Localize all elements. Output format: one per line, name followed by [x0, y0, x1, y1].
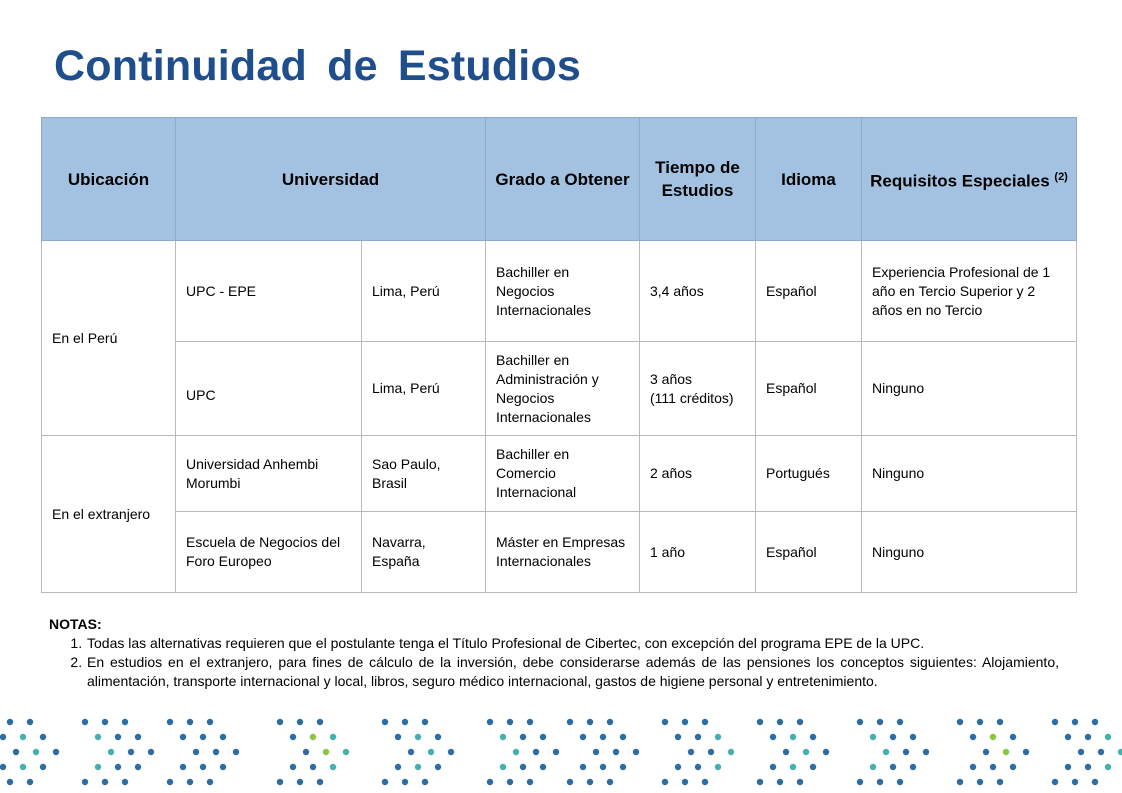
- decor-dot: [317, 719, 323, 725]
- decor-dot: [870, 764, 876, 770]
- decor-dot: [1065, 764, 1071, 770]
- notes-section: [49, 615, 1059, 691]
- decor-dot: [857, 779, 863, 785]
- decor-dot: [520, 734, 526, 740]
- decor-dot: [297, 719, 303, 725]
- decor-dot: [167, 779, 173, 785]
- decor-dot: [797, 779, 803, 785]
- decor-dot: [823, 749, 829, 755]
- decor-dot: [415, 764, 421, 770]
- decor-dot: [1092, 719, 1098, 725]
- decor-dot: [500, 764, 506, 770]
- decor-dot: [95, 734, 101, 740]
- decor-dot: [675, 734, 681, 740]
- decor-dot: [520, 764, 526, 770]
- chevron-dot-group: [567, 719, 639, 785]
- decor-dot: [108, 749, 114, 755]
- chevron-dot-group: [82, 719, 154, 785]
- decor-dot: [790, 764, 796, 770]
- decor-dot: [797, 719, 803, 725]
- decor-dot: [977, 719, 983, 725]
- decor-dot: [587, 779, 593, 785]
- decor-dot: [883, 749, 889, 755]
- decor-dot: [500, 734, 506, 740]
- decor-dot: [783, 749, 789, 755]
- header-grado: Grado a Obtener: [486, 118, 640, 241]
- decor-dot: [702, 719, 708, 725]
- chevron-dot-group: [277, 719, 349, 785]
- decor-dot: [983, 749, 989, 755]
- decor-dot: [428, 749, 434, 755]
- city-cell: Lima, Perú: [362, 241, 486, 342]
- decor-dot: [695, 734, 701, 740]
- decor-dot: [310, 734, 316, 740]
- decor-dot: [910, 734, 916, 740]
- decor-dot: [757, 779, 763, 785]
- requirements-cell: Experiencia Profesional de 1 año en Tercio Superior y 2 años en no Tercio: [862, 241, 1077, 342]
- university-cell: Escuela de Negocios del Foro Europeo: [176, 512, 362, 593]
- decor-dot: [0, 734, 6, 740]
- decor-dot: [695, 764, 701, 770]
- decor-dot: [1105, 764, 1111, 770]
- decor-dot: [923, 749, 929, 755]
- decor-dot: [1052, 719, 1058, 725]
- decor-dot: [540, 764, 546, 770]
- table-row: [42, 436, 1077, 512]
- decor-dot: [207, 779, 213, 785]
- decor-dot: [395, 734, 401, 740]
- decor-dot: [135, 764, 141, 770]
- decor-dot: [1105, 734, 1111, 740]
- time-cell: 1 año: [640, 512, 756, 593]
- decor-dot: [580, 734, 586, 740]
- decor-dot: [997, 719, 1003, 725]
- decor-dot: [708, 749, 714, 755]
- degree-cell: Bachiller en Administración y Negocios Internacionales: [486, 342, 640, 436]
- decor-dot: [1010, 734, 1016, 740]
- chevron-dot-group: [167, 719, 239, 785]
- decor-dot: [507, 719, 513, 725]
- decor-dot: [200, 734, 206, 740]
- decor-dot: [688, 749, 694, 755]
- note-item: 1. Todas las alternativas requieren que el postulante tenga el Título Profesional de Cibertec, con excepción del programa EPE de la UPC.: [86, 634, 1059, 653]
- degree-cell: Máster en Empresas Internacionales: [486, 512, 640, 593]
- time-cell: 3,4 años: [640, 241, 756, 342]
- decor-dot: [27, 779, 33, 785]
- decor-dot: [777, 779, 783, 785]
- header-requisitos-note: (2): [1054, 170, 1068, 183]
- decor-dot: [715, 734, 721, 740]
- university-cell: Universidad Anhembi Morumbi: [176, 436, 362, 512]
- decor-dot: [810, 764, 816, 770]
- decor-dot: [662, 719, 668, 725]
- decor-dot: [115, 734, 121, 740]
- decor-dot: [857, 719, 863, 725]
- decor-dot: [33, 749, 39, 755]
- decor-dot: [402, 779, 408, 785]
- language-cell: Español: [756, 241, 862, 342]
- decor-dot: [702, 779, 708, 785]
- language-cell: Portugués: [756, 436, 862, 512]
- table-header-row: [42, 118, 1077, 241]
- decor-dot: [890, 734, 896, 740]
- decor-dot: [790, 734, 796, 740]
- page-title: Continuidad de Estudios: [54, 42, 582, 90]
- decor-dot: [587, 719, 593, 725]
- decor-dot: [0, 764, 6, 770]
- decor-dot: [102, 779, 108, 785]
- decor-dot: [770, 764, 776, 770]
- decor-dot: [970, 764, 976, 770]
- decor-dot: [382, 719, 388, 725]
- decor-dot: [303, 749, 309, 755]
- decor-dot: [567, 719, 573, 725]
- decor-dot: [890, 764, 896, 770]
- notes-list: [49, 634, 1059, 691]
- decor-dot: [803, 749, 809, 755]
- decor-dot: [507, 779, 513, 785]
- decor-dot: [277, 779, 283, 785]
- chevron-dots-decoration: [0, 712, 1122, 793]
- note-item: 2. En estudios en el extranjero, para fines de cálculo de la inversión, debe considerarse además de las pensiones los conceptos siguientes: Alojamiento, alimentación, transporte internacional y local, libros, seguro médico internacional, gastos de higiene personal y entretenimiento.: [86, 653, 1059, 691]
- decor-dot: [990, 734, 996, 740]
- header-ubicacion: Ubicación: [42, 118, 176, 241]
- decor-dot: [40, 734, 46, 740]
- decor-dot: [290, 734, 296, 740]
- decor-dot: [1072, 719, 1078, 725]
- decor-dot: [435, 734, 441, 740]
- header-tiempo: Tiempo de Estudios: [640, 118, 756, 241]
- decor-dot: [187, 779, 193, 785]
- decor-dot: [40, 764, 46, 770]
- table-row: [42, 512, 1077, 593]
- decor-dot: [513, 749, 519, 755]
- decor-dot: [330, 734, 336, 740]
- studies-table: [41, 117, 1077, 593]
- decor-dot: [675, 764, 681, 770]
- decor-dot: [187, 719, 193, 725]
- decor-dot: [422, 719, 428, 725]
- decor-dot: [122, 719, 128, 725]
- decor-dot: [527, 719, 533, 725]
- decor-dot: [1065, 734, 1071, 740]
- decor-dot: [533, 749, 539, 755]
- decor-dot: [957, 779, 963, 785]
- decor-dot: [540, 734, 546, 740]
- decor-dot: [777, 719, 783, 725]
- decor-dot: [682, 719, 688, 725]
- decor-dot: [970, 734, 976, 740]
- decor-dot: [810, 734, 816, 740]
- decor-dot: [1118, 749, 1122, 755]
- decor-dot: [682, 779, 688, 785]
- decor-dot: [402, 719, 408, 725]
- decor-dot: [128, 749, 134, 755]
- chevron-dot-group: [957, 719, 1029, 785]
- decor-dot: [990, 764, 996, 770]
- chevron-dot-group: [0, 719, 59, 785]
- decor-dot: [115, 764, 121, 770]
- decor-dot: [903, 749, 909, 755]
- decor-dot: [580, 764, 586, 770]
- decor-dot: [7, 779, 13, 785]
- decor-dot: [20, 764, 26, 770]
- chevron-dot-group: [757, 719, 829, 785]
- decor-dot: [870, 734, 876, 740]
- decor-dot: [297, 779, 303, 785]
- decor-dot: [82, 719, 88, 725]
- decor-dot: [1092, 779, 1098, 785]
- language-cell: Español: [756, 512, 862, 593]
- decor-dot: [607, 779, 613, 785]
- header-requisitos-label: Requisitos Especiales: [870, 171, 1050, 191]
- decor-dot: [415, 734, 421, 740]
- decor-dot: [330, 764, 336, 770]
- decor-dot: [20, 734, 26, 740]
- language-cell: Español: [756, 342, 862, 436]
- requirements-cell: Ninguno: [862, 436, 1077, 512]
- decor-dot: [317, 779, 323, 785]
- decor-dot: [180, 764, 186, 770]
- decor-dot: [148, 749, 154, 755]
- decor-dot: [487, 779, 493, 785]
- decor-dot: [135, 734, 141, 740]
- decor-dot: [633, 749, 639, 755]
- header-idioma: Idioma: [756, 118, 862, 241]
- time-text: 3 años: [650, 370, 693, 387]
- decor-dot: [757, 719, 763, 725]
- decor-dot: [613, 749, 619, 755]
- city-cell: Lima, Perú: [362, 342, 486, 436]
- decor-dot: [1003, 749, 1009, 755]
- location-cell: En el Perú: [42, 241, 176, 436]
- decor-dot: [877, 719, 883, 725]
- university-text: UPC: [186, 387, 216, 403]
- chevron-dot-group: [1052, 719, 1122, 785]
- decor-dot: [343, 749, 349, 755]
- decor-dot: [395, 764, 401, 770]
- decor-dot: [1023, 749, 1029, 755]
- decor-dot: [1085, 764, 1091, 770]
- decor-dot: [593, 749, 599, 755]
- decor-dot: [728, 749, 734, 755]
- decor-dot: [102, 719, 108, 725]
- decor-dot: [662, 779, 668, 785]
- degree-cell: Bachiller en Negocios Internacionales: [486, 241, 640, 342]
- decor-dot: [1078, 749, 1084, 755]
- decor-dot: [82, 779, 88, 785]
- decor-dot: [200, 764, 206, 770]
- decor-dot: [1072, 779, 1078, 785]
- decor-dot: [277, 719, 283, 725]
- university-cell: [176, 342, 362, 436]
- decor-dot: [567, 779, 573, 785]
- table-row: [42, 241, 1077, 342]
- decor-dot: [527, 779, 533, 785]
- decor-dot: [620, 764, 626, 770]
- decor-dot: [1010, 764, 1016, 770]
- decor-dot: [957, 719, 963, 725]
- decor-dot: [13, 749, 19, 755]
- time-cell: [640, 342, 756, 436]
- decor-dot: [220, 764, 226, 770]
- decor-dot: [310, 764, 316, 770]
- decor-dot: [180, 734, 186, 740]
- decor-dot: [553, 749, 559, 755]
- decor-dot: [1098, 749, 1104, 755]
- decor-dot: [977, 779, 983, 785]
- decor-dot: [770, 734, 776, 740]
- decor-dot: [27, 719, 33, 725]
- table-row: [42, 342, 1077, 436]
- decor-dot: [448, 749, 454, 755]
- decor-dot: [715, 764, 721, 770]
- decor-dot: [997, 779, 1003, 785]
- decor-dot: [213, 749, 219, 755]
- decor-dot: [193, 749, 199, 755]
- decor-dot: [7, 719, 13, 725]
- degree-cell: Bachiller en Comercio Internacional: [486, 436, 640, 512]
- decor-dot: [620, 734, 626, 740]
- university-cell: UPC - EPE: [176, 241, 362, 342]
- decor-dot: [233, 749, 239, 755]
- decor-dot: [600, 734, 606, 740]
- decor-dot: [220, 734, 226, 740]
- time-detail: (111 créditos): [650, 389, 734, 406]
- decor-dot: [600, 764, 606, 770]
- decor-dot: [95, 764, 101, 770]
- decor-dot: [607, 719, 613, 725]
- decor-dot: [877, 779, 883, 785]
- decor-dot: [382, 779, 388, 785]
- decor-dot: [122, 779, 128, 785]
- chevron-dot-group: [487, 719, 559, 785]
- decor-dot: [897, 719, 903, 725]
- decor-dot: [207, 719, 213, 725]
- decor-dot: [487, 719, 493, 725]
- city-cell: Sao Paulo, Brasil: [362, 436, 486, 512]
- decor-dot: [1052, 779, 1058, 785]
- decor-dot: [408, 749, 414, 755]
- time-cell: 2 años: [640, 436, 756, 512]
- decor-dot: [422, 779, 428, 785]
- header-requisitos: [862, 118, 1077, 241]
- requirements-cell: Ninguno: [862, 512, 1077, 593]
- location-cell: En el extranjero: [42, 436, 176, 593]
- chevron-dot-group: [662, 719, 734, 785]
- chevron-dot-group: [382, 719, 454, 785]
- decor-dot: [435, 764, 441, 770]
- requirements-cell: Ninguno: [862, 342, 1077, 436]
- decor-dot: [53, 749, 59, 755]
- decor-dot: [167, 719, 173, 725]
- header-universidad: Universidad: [176, 118, 486, 241]
- decor-dot: [290, 764, 296, 770]
- decor-dot: [323, 749, 329, 755]
- decor-dot: [910, 764, 916, 770]
- city-cell: Navarra, España: [362, 512, 486, 593]
- notes-title: NOTAS:: [49, 616, 102, 632]
- decor-dot: [897, 779, 903, 785]
- chevron-dot-group: [857, 719, 929, 785]
- decor-dot: [1085, 734, 1091, 740]
